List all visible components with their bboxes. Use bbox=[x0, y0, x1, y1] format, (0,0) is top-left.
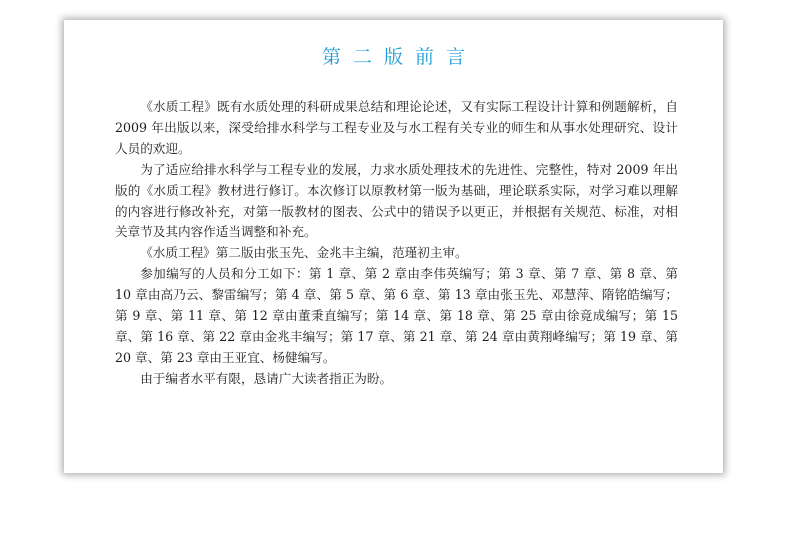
page-title: 第二版前言 bbox=[321, 46, 477, 68]
paragraph-intro: 《水质工程》既有水质处理的科研成果总结和理论论述，又有实际工程设计计算和例题解析，自 2009 年出版以来，深受给排水科学与工程专业及与水工程有关专业的师生和从事水处理研究、设计人员的欢迎。 bbox=[115, 99, 678, 156]
paragraph-editors: 《水质工程》第二版由张玉先、金兆丰主编，范瑾初主审。 bbox=[140, 245, 468, 261]
paragraph-authors: 参加编写的人员和分工如下：第 1 章、第 2 章由李伟英编写；第 3 章、第 7 章、第 8 章、第 10 章由高乃云、黎雷编写；第 4 章、第 5 章、第 6 章、第 13 章由张玉先、邓慧萍、隋铭皓编写；第 9 章、第 11 章、第 12 章由董秉直编写；第 14 章、第 18 章、第 25 章由徐竟成编写；第 15 章、第 16 章、第 22 章由金兆丰编写；第 17 章、第 21 章、第 24 章由黄翔峰编写；第 19 章、第 20 章、第 23 章由王亚宜、杨健编写。 bbox=[115, 266, 678, 365]
preface-body bbox=[115, 97, 678, 390]
paragraph-closing: 由于编者水平有限，恳请广大读者指正为盼。 bbox=[140, 370, 393, 386]
paragraph-revision: 为了适应给排水科学与工程专业的发展，力求水质处理技术的先进性、完整性，特对 2009 年出版的《水质工程》教材进行修订。本次修订以原教材第一版为基础，理论联系实际，对学习难以理解的内容进行修改补充，对第一版教材的图表、公式中的错误予以更正，并根据有关规范、标准，对相关章节及其内容作适当调整和补充。 bbox=[115, 161, 678, 240]
document-page bbox=[64, 20, 723, 473]
